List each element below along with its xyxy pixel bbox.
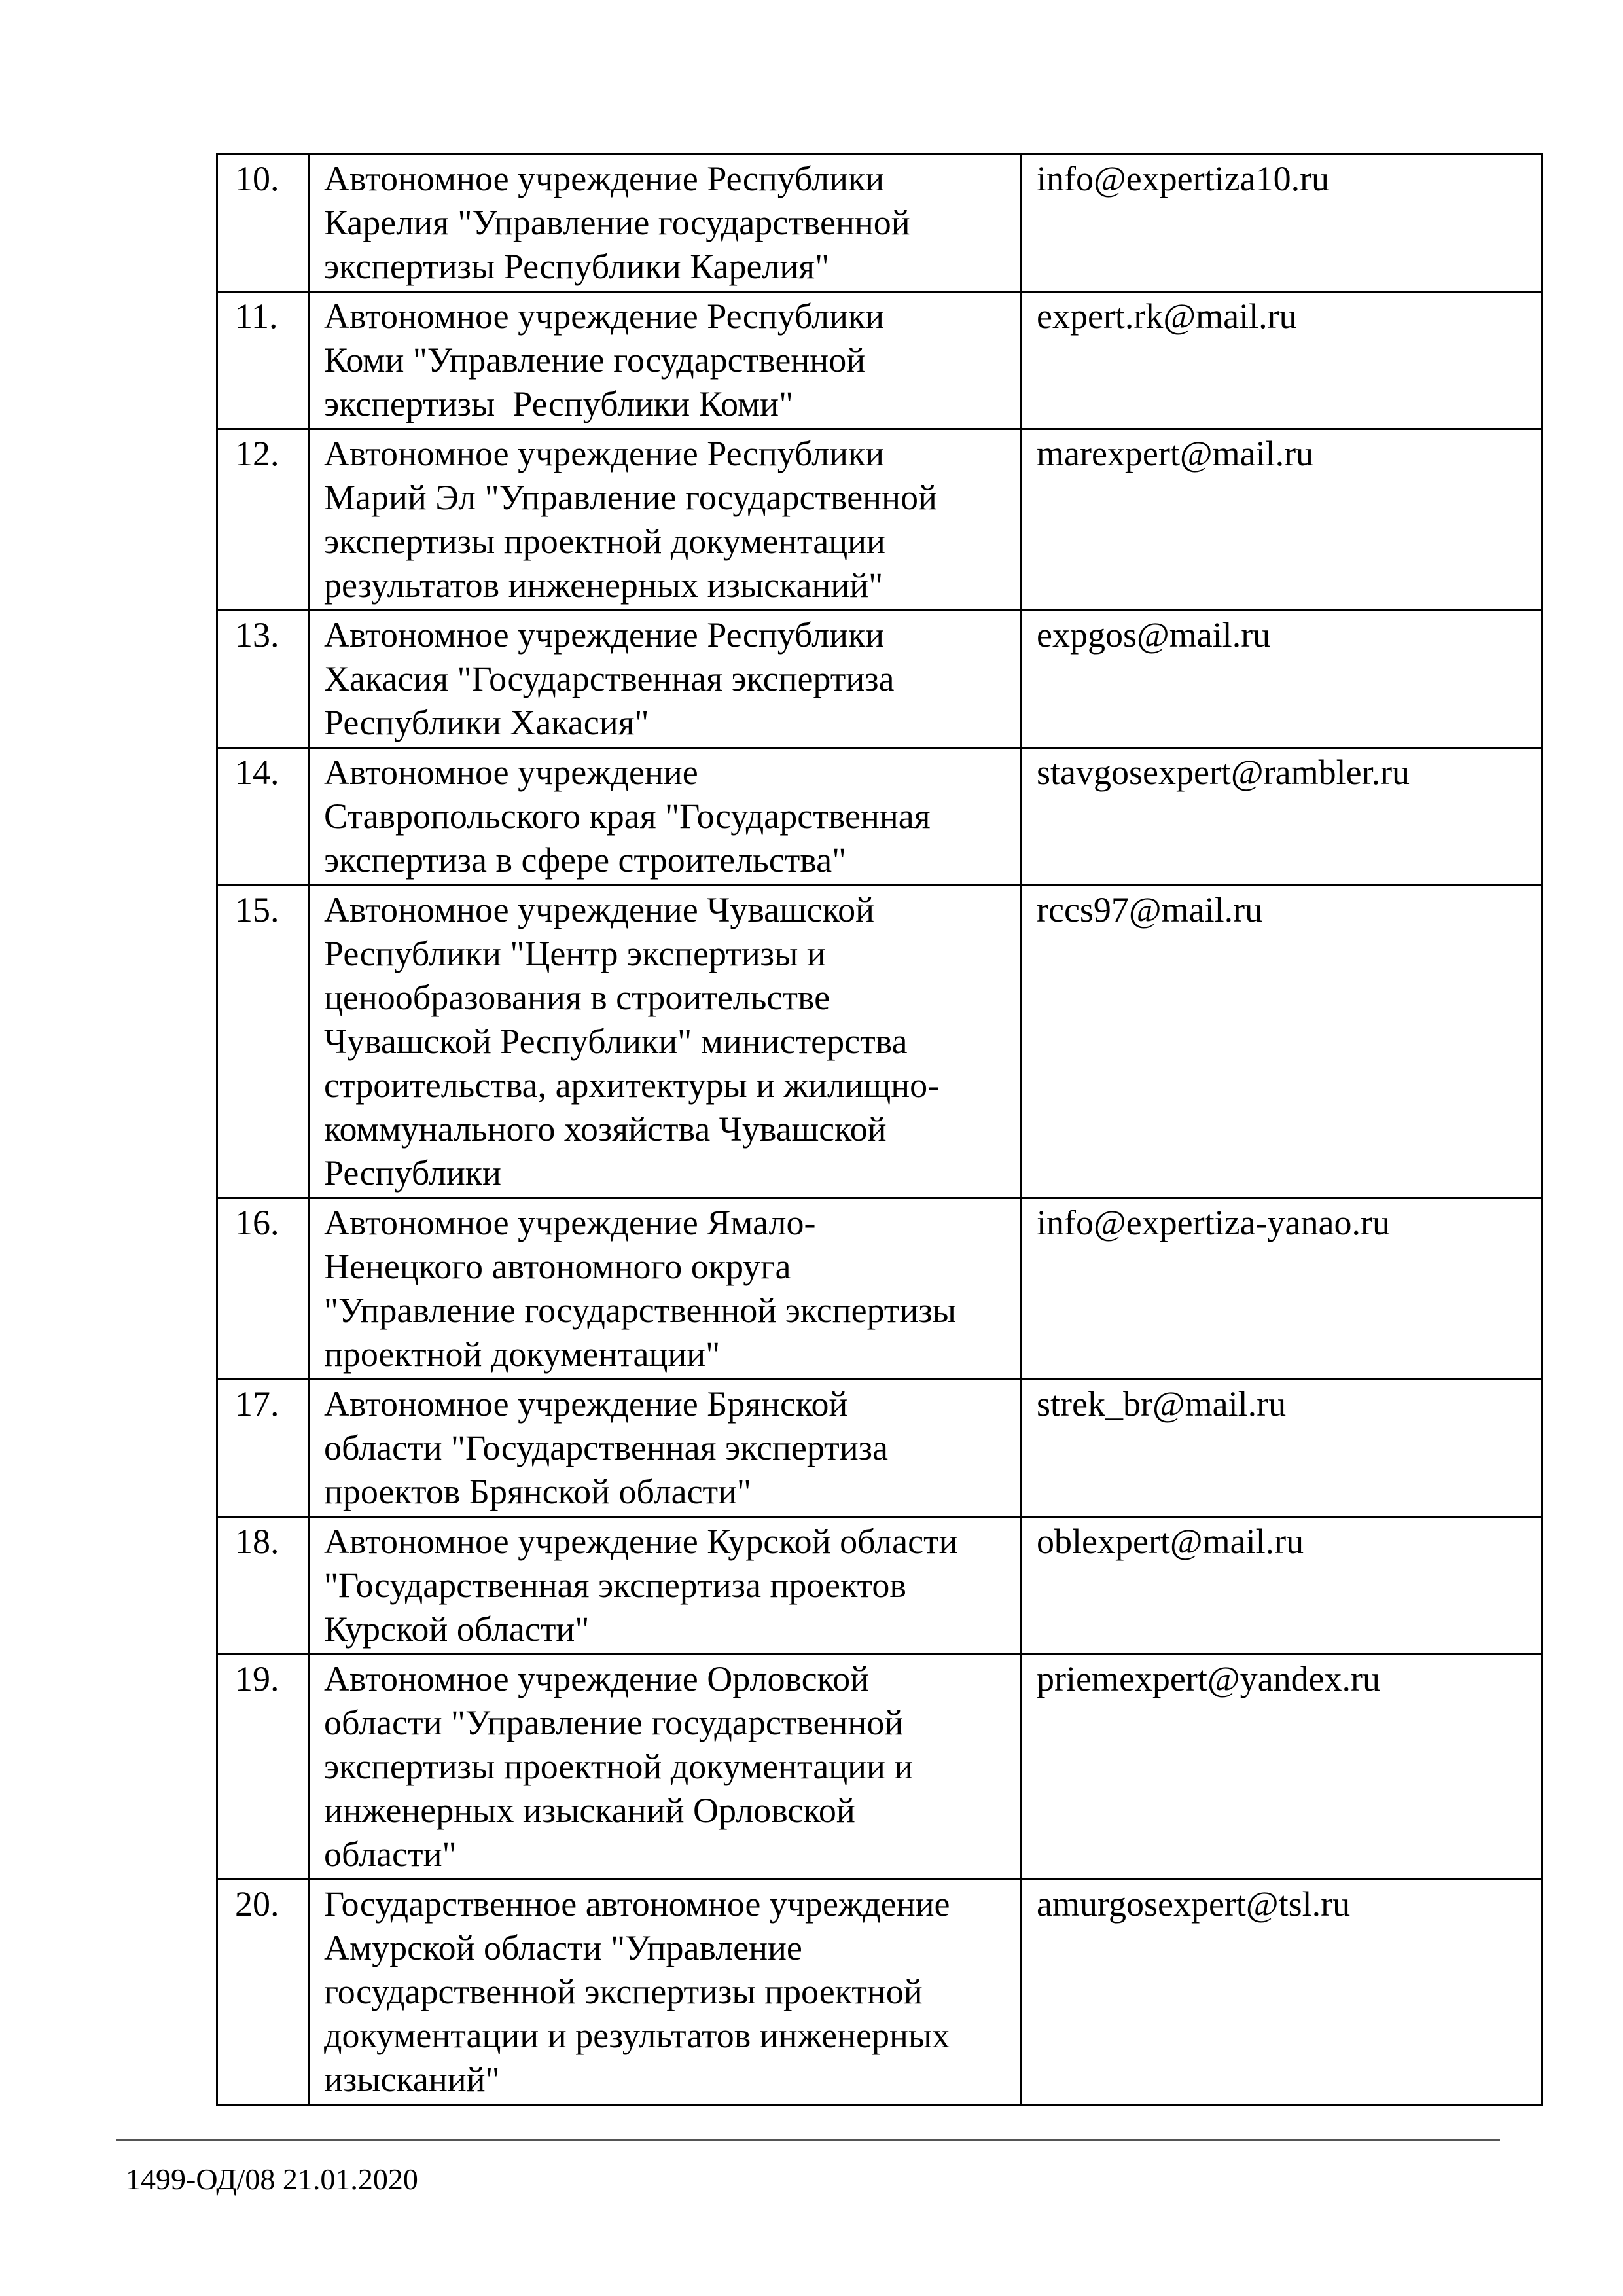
organization-name-line: Автономное учреждение bbox=[324, 753, 698, 792]
organization-name-line: Курской области" bbox=[324, 1609, 590, 1649]
organization-name-line: ценообразования в строительстве bbox=[324, 978, 830, 1017]
organization-name-line: Марий Эл "Управление государственной bbox=[324, 478, 937, 517]
organization-name-line: результатов инженерных изысканий" bbox=[324, 565, 883, 605]
organization-name-line: Республики bbox=[324, 1153, 501, 1193]
organization-name-line: Коми "Управление государственной bbox=[324, 340, 866, 380]
organization-name-line: области" bbox=[324, 1835, 457, 1874]
organization-name-line: изысканий" bbox=[324, 2060, 500, 2099]
row-number: 17. bbox=[217, 1380, 309, 1517]
organization-name-line: проектов Брянской области" bbox=[324, 1472, 752, 1511]
organization-name-line: Республики "Центр экспертизы и bbox=[324, 934, 826, 973]
organization-email: amurgosexpert@tsl.ru bbox=[1022, 1880, 1542, 2105]
organization-name-line: документации и результатов инженерных bbox=[324, 2016, 950, 2055]
organization-email: oblexpert@mail.ru bbox=[1022, 1517, 1542, 1655]
organization-name bbox=[309, 886, 1022, 1198]
organization-name-line: Автономное учреждение Орловской bbox=[324, 1659, 870, 1698]
organization-email: marexpert@mail.ru bbox=[1022, 429, 1542, 611]
organization-name bbox=[309, 1517, 1022, 1655]
organization-name-line: государственной экспертизы проектной bbox=[324, 1972, 923, 2011]
table-row bbox=[217, 154, 1542, 292]
organization-name-line: "Управление государственной экспертизы bbox=[324, 1291, 957, 1330]
organization-name-line: Карелия "Управление государственной bbox=[324, 203, 910, 242]
table-row bbox=[217, 429, 1542, 611]
organization-name-line: Хакасия "Государственная экспертиза bbox=[324, 659, 895, 698]
organization-name-line: экспертиза в сфере строительства" bbox=[324, 840, 847, 880]
row-number: 18. bbox=[217, 1517, 309, 1655]
organization-name-line: экспертизы проектной документации bbox=[324, 522, 885, 561]
organization-name-line: Автономное учреждение Брянской bbox=[324, 1384, 848, 1424]
organization-name bbox=[309, 429, 1022, 611]
row-number: 15. bbox=[217, 886, 309, 1198]
table-row bbox=[217, 1380, 1542, 1517]
table-row bbox=[217, 1517, 1542, 1655]
organization-name-line: Амурской области "Управление bbox=[324, 1928, 802, 1967]
organization-name-line: инженерных изысканий Орловской bbox=[324, 1791, 855, 1830]
organization-name-line: Ставропольского края "Государственная bbox=[324, 797, 931, 836]
row-number: 14. bbox=[217, 748, 309, 886]
document-code: 1499-ОД/08 21.01.2020 bbox=[126, 2162, 418, 2196]
organization-name-line: Автономное учреждение Республики bbox=[324, 296, 885, 336]
row-number: 19. bbox=[217, 1655, 309, 1880]
organization-name-line: экспертизы проектной документации и bbox=[324, 1747, 914, 1786]
organization-name-line: Автономное учреждение Республики bbox=[324, 434, 885, 473]
row-number: 13. bbox=[217, 611, 309, 748]
expertise-organizations-table bbox=[216, 153, 1543, 2106]
organization-name bbox=[309, 1655, 1022, 1880]
organization-name bbox=[309, 1880, 1022, 2105]
organization-name-line: "Государственная экспертиза проектов bbox=[324, 1566, 906, 1605]
table-row bbox=[217, 1655, 1542, 1880]
organization-name bbox=[309, 611, 1022, 748]
organization-email: priemexpert@yandex.ru bbox=[1022, 1655, 1542, 1880]
organization-name-line: Государственное автономное учреждение bbox=[324, 1884, 950, 1924]
organization-name-line: строительства, архитектуры и жилищно- bbox=[324, 1066, 940, 1105]
organization-name bbox=[309, 1198, 1022, 1380]
organization-name-line: области "Управление государственной bbox=[324, 1703, 904, 1742]
table-body bbox=[217, 154, 1542, 2105]
table-row bbox=[217, 748, 1542, 886]
organization-name-line: Автономное учреждение Курской области bbox=[324, 1522, 958, 1561]
organization-name bbox=[309, 748, 1022, 886]
organization-name bbox=[309, 1380, 1022, 1517]
organization-name-line: Чувашской Республики" министерства bbox=[324, 1022, 908, 1061]
organization-name bbox=[309, 292, 1022, 429]
organization-email: strek_br@mail.ru bbox=[1022, 1380, 1542, 1517]
table-row bbox=[217, 1198, 1542, 1380]
organization-email: info@expertiza-yanao.ru bbox=[1022, 1198, 1542, 1380]
organization-name-line: Автономное учреждение Республики bbox=[324, 615, 885, 655]
organization-email: expert.rk@mail.ru bbox=[1022, 292, 1542, 429]
organization-name-line: Республики Хакасия" bbox=[324, 703, 649, 742]
organization-email: stavgosexpert@rambler.ru bbox=[1022, 748, 1542, 886]
table-row bbox=[217, 886, 1542, 1198]
organization-email: info@expertiza10.ru bbox=[1022, 154, 1542, 292]
organization-name-line: Автономное учреждение Ямало- bbox=[324, 1203, 816, 1242]
row-number: 20. bbox=[217, 1880, 309, 2105]
organization-email: rccs97@mail.ru bbox=[1022, 886, 1542, 1198]
organization-name-line: области "Государственная экспертиза bbox=[324, 1428, 888, 1467]
organization-name-line: Ненецкого автономного округа bbox=[324, 1247, 791, 1286]
row-number: 10. bbox=[217, 154, 309, 292]
row-number: 16. bbox=[217, 1198, 309, 1380]
row-number: 12. bbox=[217, 429, 309, 611]
table-row bbox=[217, 292, 1542, 429]
table-row bbox=[217, 611, 1542, 748]
organization-name-line: Автономное учреждение Республики bbox=[324, 159, 885, 198]
footer-divider bbox=[116, 2139, 1500, 2141]
organization-email: expgos@mail.ru bbox=[1022, 611, 1542, 748]
organization-name bbox=[309, 154, 1022, 292]
organization-name-line: проектной документации" bbox=[324, 1335, 721, 1374]
organization-name-line: коммунального хозяйства Чувашской bbox=[324, 1109, 887, 1149]
organization-name-line: Автономное учреждение Чувашской bbox=[324, 890, 875, 929]
organization-name-line: экспертизы Республики Коми" bbox=[324, 384, 794, 423]
organization-name-line: экспертизы Республики Карелия" bbox=[324, 247, 830, 286]
table-row bbox=[217, 1880, 1542, 2105]
row-number: 11. bbox=[217, 292, 309, 429]
